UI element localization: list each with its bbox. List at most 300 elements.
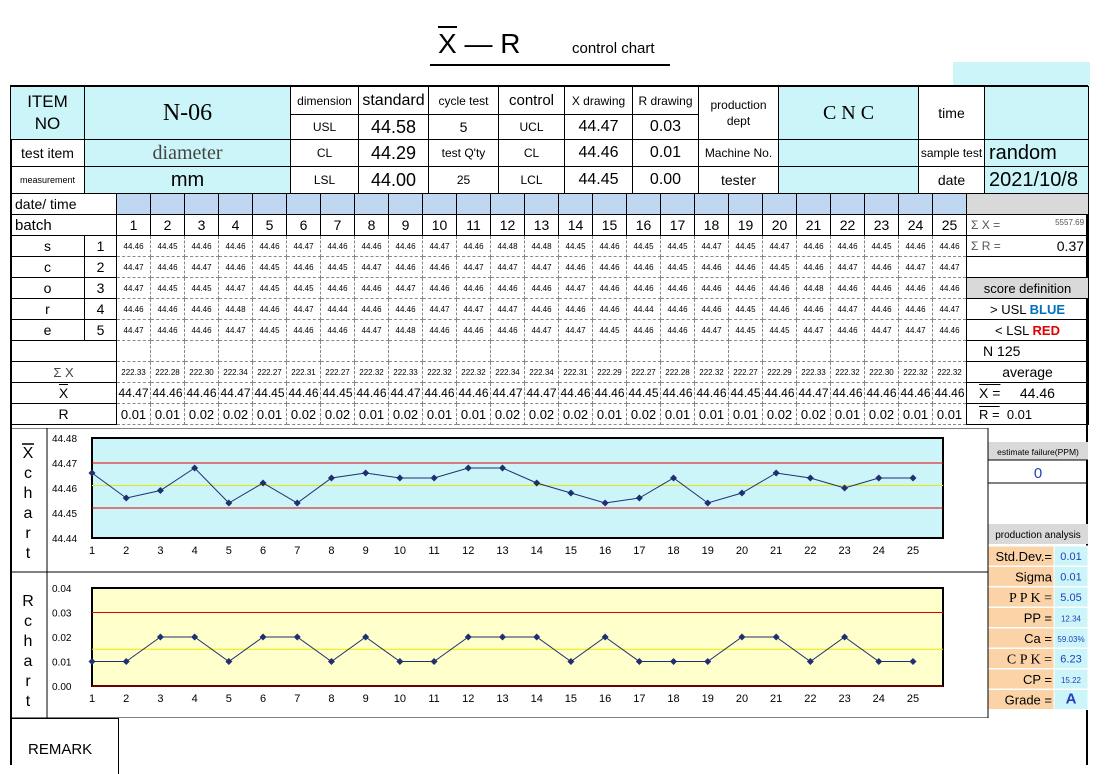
score-cell: 44.46 — [321, 236, 355, 257]
score-cell: 44.47 — [389, 278, 423, 299]
metric-value: 15.22 — [1060, 676, 1082, 685]
score-cell: 44.46 — [423, 278, 457, 299]
score-cell: 44.46 — [355, 299, 389, 320]
r-cell: 0.02 — [763, 404, 797, 425]
blank-cell — [661, 341, 695, 362]
score-cell: 44.47 — [219, 320, 253, 341]
sum-x-cell: 222.34 — [219, 362, 253, 383]
score-cell: 44.46 — [525, 299, 559, 320]
sum-x-cell: 222.33 — [117, 362, 151, 383]
blank-cell — [287, 341, 321, 362]
date-time-cell — [729, 194, 763, 215]
test-qty-label: test Q'ty — [429, 140, 499, 167]
chart-side-letter: X — [22, 445, 34, 462]
batch-number: 12 — [491, 215, 525, 236]
side-info-cell — [967, 278, 1089, 299]
xbar-symbol: X — [58, 385, 69, 401]
batch-number: 13 — [525, 215, 559, 236]
item-no-value: N-06 — [85, 87, 291, 140]
sum-x-row-label: Σ X — [11, 362, 117, 383]
sum-x-cell: 222.30 — [865, 362, 899, 383]
xbar-cell: 44.47 — [491, 383, 525, 404]
score-cell: 44.46 — [457, 320, 491, 341]
r-cell: 0.01 — [695, 404, 729, 425]
score-cell: 44.47 — [763, 236, 797, 257]
score-cell: 44.47 — [695, 236, 729, 257]
score-cell: 44.46 — [627, 278, 661, 299]
sum-x-cell: 222.32 — [457, 362, 491, 383]
metric-label: Grade = — [1004, 692, 1052, 708]
x-tick-label: 18 — [667, 693, 680, 705]
xbar-bar — [967, 383, 1089, 404]
sum-x-cell: 222.28 — [151, 362, 185, 383]
x-tick-label: 24 — [872, 693, 885, 705]
blank-cell — [559, 341, 593, 362]
chart-side-letter: r — [25, 673, 31, 690]
y-tick-label: 44.45 — [52, 509, 78, 520]
sum-x-cell: 222.33 — [797, 362, 831, 383]
side-info-cell — [967, 257, 1089, 278]
xbar-cell: 44.45 — [321, 383, 355, 404]
x-tick-label: 9 — [362, 545, 369, 557]
date-time-cell — [695, 194, 729, 215]
score-cell: 44.46 — [219, 236, 253, 257]
metric-label: PP = — [1023, 610, 1052, 626]
r-row-label: R — [11, 404, 117, 425]
metric-label: Sigma — [1015, 569, 1052, 585]
score-cell: 44.46 — [559, 299, 593, 320]
x-tick-label: 15 — [564, 693, 578, 705]
xbar-cell: 44.46 — [865, 383, 899, 404]
x-tick-label: 20 — [735, 545, 749, 557]
r-cell: 0.02 — [389, 404, 423, 425]
x-tick-label: 23 — [838, 693, 851, 705]
x-tick-label: 4 — [191, 693, 198, 705]
cl-value: 44.29 — [359, 140, 429, 167]
score-cell: 44.46 — [253, 299, 287, 320]
title-subtitle: control chart — [572, 40, 655, 57]
r-bar — [967, 404, 1089, 425]
test-item-value: diameter — [85, 140, 291, 167]
n-count — [967, 341, 1089, 362]
score-cell: 44.47 — [559, 278, 593, 299]
xbar-cell: 44.45 — [729, 383, 763, 404]
y-tick-label: 0.01 — [52, 657, 72, 669]
r-cell: 0.01 — [933, 404, 967, 425]
score-cell: 44.46 — [491, 278, 525, 299]
sample-test-value: random — [985, 140, 1089, 167]
score-cell: 44.47 — [933, 257, 967, 278]
x-tick-label: 14 — [530, 693, 543, 705]
score-cell: 44.47 — [491, 257, 525, 278]
score-cell: 44.48 — [525, 236, 559, 257]
x-tick-label: 2 — [123, 545, 130, 557]
blank-cell — [117, 341, 151, 362]
score-cell: 44.46 — [559, 257, 593, 278]
x-tick-label: 23 — [838, 545, 851, 557]
metric-value: 0.01 — [1060, 551, 1082, 563]
score-cell: 44.45 — [865, 236, 899, 257]
xbar-cell: 44.46 — [661, 383, 695, 404]
metric-label: P P K = — [1008, 591, 1052, 606]
time-label: time — [919, 87, 985, 140]
r-cell: 0.01 — [831, 404, 865, 425]
sum-x-cell: 222.31 — [287, 362, 321, 383]
score-cell: 44.46 — [457, 236, 491, 257]
x-tick-label: 18 — [667, 545, 680, 557]
blank-cell — [321, 341, 355, 362]
score-cell: 44.46 — [627, 320, 661, 341]
score-cell: 44.47 — [287, 236, 321, 257]
score-cell: 44.45 — [253, 320, 287, 341]
sum-x-label: Σ X = — [971, 218, 1001, 232]
x-tick-label: 2 — [123, 693, 130, 705]
r-cell: 0.02 — [321, 404, 355, 425]
score-definition-label: score definition — [983, 280, 1072, 296]
sub-index: 2 — [85, 257, 117, 278]
title-formula — [438, 28, 520, 60]
x-tick-label: 22 — [804, 693, 817, 705]
control-label: control — [499, 87, 565, 115]
lsl-rule: < LSL — [995, 322, 1029, 338]
chart-side-letter: h — [23, 633, 33, 650]
date-time-cell — [525, 194, 559, 215]
score-cell: 44.46 — [321, 320, 355, 341]
score-cell: 44.46 — [865, 278, 899, 299]
cl-x-value: 44.46 — [565, 140, 633, 167]
batch-number: 19 — [729, 215, 763, 236]
score-cell: 44.46 — [797, 257, 831, 278]
score-cell: 44.46 — [661, 299, 695, 320]
side-info-cell — [967, 236, 1089, 257]
score-cell: 44.46 — [933, 236, 967, 257]
score-letter: e — [11, 320, 85, 341]
sum-x-cell: 222.32 — [423, 362, 457, 383]
x-tick-label: 19 — [701, 545, 714, 557]
measurement-value: mm — [85, 167, 291, 194]
date-time-cell — [797, 194, 831, 215]
r-cell: 0.01 — [253, 404, 287, 425]
date-time-cell — [287, 194, 321, 215]
date-value: 2021/10/8 — [985, 167, 1089, 194]
sum-x-cell: 222.28 — [661, 362, 695, 383]
score-cell: 44.45 — [321, 257, 355, 278]
xbar-cell: 44.46 — [559, 383, 593, 404]
usl-label: USL — [291, 115, 359, 140]
blank-cell — [627, 341, 661, 362]
x-tick-label: 10 — [393, 545, 406, 557]
score-cell: 44.46 — [219, 257, 253, 278]
date-time-cell — [457, 194, 491, 215]
blank-cell — [933, 341, 967, 362]
chart-side-letter: c — [24, 613, 32, 630]
score-letter: o — [11, 278, 85, 299]
lsl-label: LSL — [291, 167, 359, 194]
corner-box — [953, 62, 1090, 86]
score-cell: 44.47 — [355, 320, 389, 341]
score-cell: 44.46 — [865, 257, 899, 278]
title-r: R — [500, 28, 521, 59]
score-letter: s — [11, 236, 85, 257]
ucl-r-value: 0.03 — [633, 115, 699, 140]
y-tick-label: 44.48 — [52, 434, 78, 445]
x-tick-label: 5 — [225, 545, 232, 557]
cycle-test-value: 5 — [429, 115, 499, 140]
score-cell: 44.46 — [423, 257, 457, 278]
score-cell: 44.47 — [287, 299, 321, 320]
production-dept-value: C N C — [779, 87, 919, 140]
score-cell: 44.46 — [627, 257, 661, 278]
score-cell: 44.46 — [695, 278, 729, 299]
score-cell: 44.45 — [661, 257, 695, 278]
xbar-chart — [22, 434, 943, 562]
blank-cell — [729, 341, 763, 362]
batch-number: 23 — [865, 215, 899, 236]
batch-number: 6 — [287, 215, 321, 236]
x-tick-label: 13 — [496, 545, 509, 557]
blank-cell — [797, 341, 831, 362]
xbar-cell: 44.47 — [525, 383, 559, 404]
x-tick-label: 1 — [88, 693, 96, 705]
batch-number: 14 — [559, 215, 593, 236]
batch-number: 8 — [355, 215, 389, 236]
x-tick-label: 19 — [701, 693, 714, 705]
xbar-cell: 44.46 — [899, 383, 933, 404]
lcl-x-value: 44.45 — [565, 167, 633, 194]
xbar-cell: 44.46 — [457, 383, 491, 404]
score-cell: 44.46 — [457, 278, 491, 299]
lsl-value: 44.00 — [359, 167, 429, 194]
score-cell: 44.47 — [185, 257, 219, 278]
date-time-cell — [831, 194, 865, 215]
score-cell: 44.46 — [287, 257, 321, 278]
batch-number: 1 — [117, 215, 151, 236]
score-cell: 44.45 — [729, 299, 763, 320]
remark-label: REMARK — [28, 741, 93, 758]
score-cell: 44.47 — [219, 278, 253, 299]
chart-side-letter: c — [24, 465, 32, 482]
sum-x-cell: 222.31 — [559, 362, 593, 383]
score-cell: 44.46 — [797, 236, 831, 257]
score-cell: 44.45 — [661, 236, 695, 257]
r-cell: 0.01 — [899, 404, 933, 425]
blank-cell — [457, 341, 491, 362]
side-info-cell — [967, 320, 1089, 341]
r-cell: 0.01 — [355, 404, 389, 425]
lsl-color-name: RED — [1032, 322, 1060, 338]
score-cell: 44.46 — [389, 299, 423, 320]
blank-cell — [763, 341, 797, 362]
score-cell: 44.46 — [355, 236, 389, 257]
test-qty-value: 25 — [429, 167, 499, 194]
y-tick-label: 0.03 — [52, 608, 72, 620]
date-time-cell — [151, 194, 185, 215]
blank-cell — [525, 341, 559, 362]
xbar-cell: 44.46 — [695, 383, 729, 404]
score-cell: 44.46 — [321, 278, 355, 299]
sum-x-cell: 222.34 — [525, 362, 559, 383]
sum-x-cell: 222.32 — [695, 362, 729, 383]
score-cell: 44.47 — [423, 299, 457, 320]
score-cell: 44.46 — [151, 320, 185, 341]
sample-test-label: sample test — [919, 140, 985, 167]
score-cell: 44.45 — [151, 278, 185, 299]
blank-cell — [593, 341, 627, 362]
score-cell: 44.45 — [763, 257, 797, 278]
x-tick-label: 5 — [225, 693, 232, 705]
x-tick-label: 7 — [294, 693, 301, 705]
r-cell: 0.02 — [185, 404, 219, 425]
score-cell: 44.47 — [899, 320, 933, 341]
score-cell: 44.47 — [423, 236, 457, 257]
y-tick-label: 0.02 — [52, 633, 72, 644]
r-bar-label: R = — [979, 406, 1000, 422]
batch-number: 21 — [797, 215, 831, 236]
score-cell: 44.46 — [491, 320, 525, 341]
production-analysis-panel — [988, 442, 1088, 710]
score-cell: 44.48 — [797, 278, 831, 299]
r-cell: 0.01 — [729, 404, 763, 425]
dimension-label: dimension — [291, 87, 359, 115]
sum-x-value: 5557.69 — [1055, 218, 1085, 227]
sum-x-cell: 222.27 — [729, 362, 763, 383]
score-cell: 44.45 — [593, 320, 627, 341]
x-tick-label: 20 — [735, 693, 749, 705]
x-tick-label: 14 — [530, 545, 543, 557]
sum-x-cell: 222.29 — [593, 362, 627, 383]
r-cell: 0.01 — [661, 404, 695, 425]
blank-cell — [253, 341, 287, 362]
cl-label: CL — [291, 140, 359, 167]
date-time-cell — [117, 194, 151, 215]
cl2-label: CL — [499, 140, 565, 167]
batch-number: 3 — [185, 215, 219, 236]
x-tick-label: 11 — [428, 693, 440, 705]
sum-x-cell: 222.27 — [627, 362, 661, 383]
x-tick-label: 15 — [564, 545, 578, 557]
xbar-bar-value: 44.46 — [1019, 385, 1055, 401]
n-value: 125 — [997, 343, 1021, 359]
score-cell: 44.47 — [117, 320, 151, 341]
lcl-label: LCL — [499, 167, 565, 194]
x-tick-label: 10 — [393, 693, 406, 705]
x-tick-label: 3 — [157, 545, 164, 557]
score-cell: 44.46 — [287, 320, 321, 341]
score-cell: 44.45 — [151, 236, 185, 257]
score-cell: 44.46 — [899, 278, 933, 299]
blank-cell — [11, 341, 117, 362]
batch-number: 2 — [151, 215, 185, 236]
x-tick-label: 12 — [462, 693, 475, 705]
sum-x-cell: 222.30 — [185, 362, 219, 383]
estimate-value: 0 — [1033, 465, 1043, 482]
score-cell: 44.47 — [865, 320, 899, 341]
date-time-label: date/ time — [11, 194, 117, 215]
xbar-cell: 44.46 — [151, 383, 185, 404]
x-tick-label: 17 — [633, 693, 646, 705]
r-cell: 0.01 — [117, 404, 151, 425]
ucl-x-value: 44.47 — [565, 115, 633, 140]
score-cell: 44.47 — [831, 257, 865, 278]
score-cell: 44.47 — [457, 299, 491, 320]
y-tick-label: 44.46 — [52, 484, 78, 495]
blank-cell — [389, 341, 423, 362]
score-cell: 44.45 — [253, 278, 287, 299]
score-cell: 44.47 — [117, 257, 151, 278]
batch-number: 9 — [389, 215, 423, 236]
score-cell: 44.46 — [151, 299, 185, 320]
score-cell: 44.46 — [661, 320, 695, 341]
batch-label: batch — [11, 215, 117, 236]
score-cell: 44.46 — [593, 257, 627, 278]
sum-x-cell: 222.32 — [355, 362, 389, 383]
score-cell: 44.45 — [559, 236, 593, 257]
r-drawing-label: R drawing — [633, 87, 699, 115]
score-cell: 44.46 — [185, 320, 219, 341]
sum-x-cell: 222.34 — [491, 362, 525, 383]
x-tick-label: 25 — [906, 693, 920, 705]
date-time-cell — [355, 194, 389, 215]
r-cell: 0.01 — [423, 404, 457, 425]
r-cell: 0.01 — [593, 404, 627, 425]
x-tick-label: 4 — [191, 545, 198, 557]
date-time-cell — [185, 194, 219, 215]
x-tick-label: 12 — [462, 545, 475, 557]
score-cell: 44.46 — [525, 278, 559, 299]
date-time-cell — [933, 194, 967, 215]
date-time-cell — [661, 194, 695, 215]
xbar-row-label — [11, 383, 117, 404]
date-time-cell — [763, 194, 797, 215]
x-tick-label: 16 — [599, 693, 612, 705]
xbar-cell: 44.46 — [831, 383, 865, 404]
sum-x-cell: 222.27 — [253, 362, 287, 383]
metric-value: 6.23 — [1060, 653, 1082, 666]
score-cell: 44.47 — [899, 257, 933, 278]
score-cell: 44.46 — [899, 236, 933, 257]
score-cell: 44.45 — [185, 278, 219, 299]
title-dash: — — [464, 28, 493, 59]
sum-r-label: Σ R = — [971, 239, 1001, 253]
xbar-cell: 44.46 — [933, 383, 967, 404]
sum-x-cell: 222.33 — [389, 362, 423, 383]
tester-value — [779, 167, 919, 194]
time-value — [985, 87, 1089, 140]
test-item-label: test item — [11, 140, 85, 167]
xbar-cell: 44.46 — [185, 383, 219, 404]
date-time-cell — [627, 194, 661, 215]
header-table — [10, 86, 1089, 194]
metric-value: 12.34 — [1060, 614, 1082, 624]
y-tick-label: 44.44 — [52, 534, 78, 545]
ucl-label: UCL — [499, 115, 565, 140]
xbar-bar-label: X = — [979, 385, 1001, 401]
r-cell: 0.02 — [865, 404, 899, 425]
x-tick-label: 7 — [294, 545, 301, 557]
score-cell: 44.46 — [185, 236, 219, 257]
score-cell: 44.46 — [253, 236, 287, 257]
batch-number: 4 — [219, 215, 253, 236]
sum-x-cell: 222.32 — [831, 362, 865, 383]
batch-number: 22 — [831, 215, 865, 236]
title-x: X — [438, 28, 457, 59]
usl-color-name: BLUE — [1029, 301, 1066, 317]
cycle-test-label: cycle test — [429, 87, 499, 115]
xbar-cell: 44.47 — [389, 383, 423, 404]
estimate-label: estimate failure(PPM) — [997, 447, 1079, 457]
date-time-cell — [865, 194, 899, 215]
y-tick-label: 44.47 — [52, 459, 78, 470]
